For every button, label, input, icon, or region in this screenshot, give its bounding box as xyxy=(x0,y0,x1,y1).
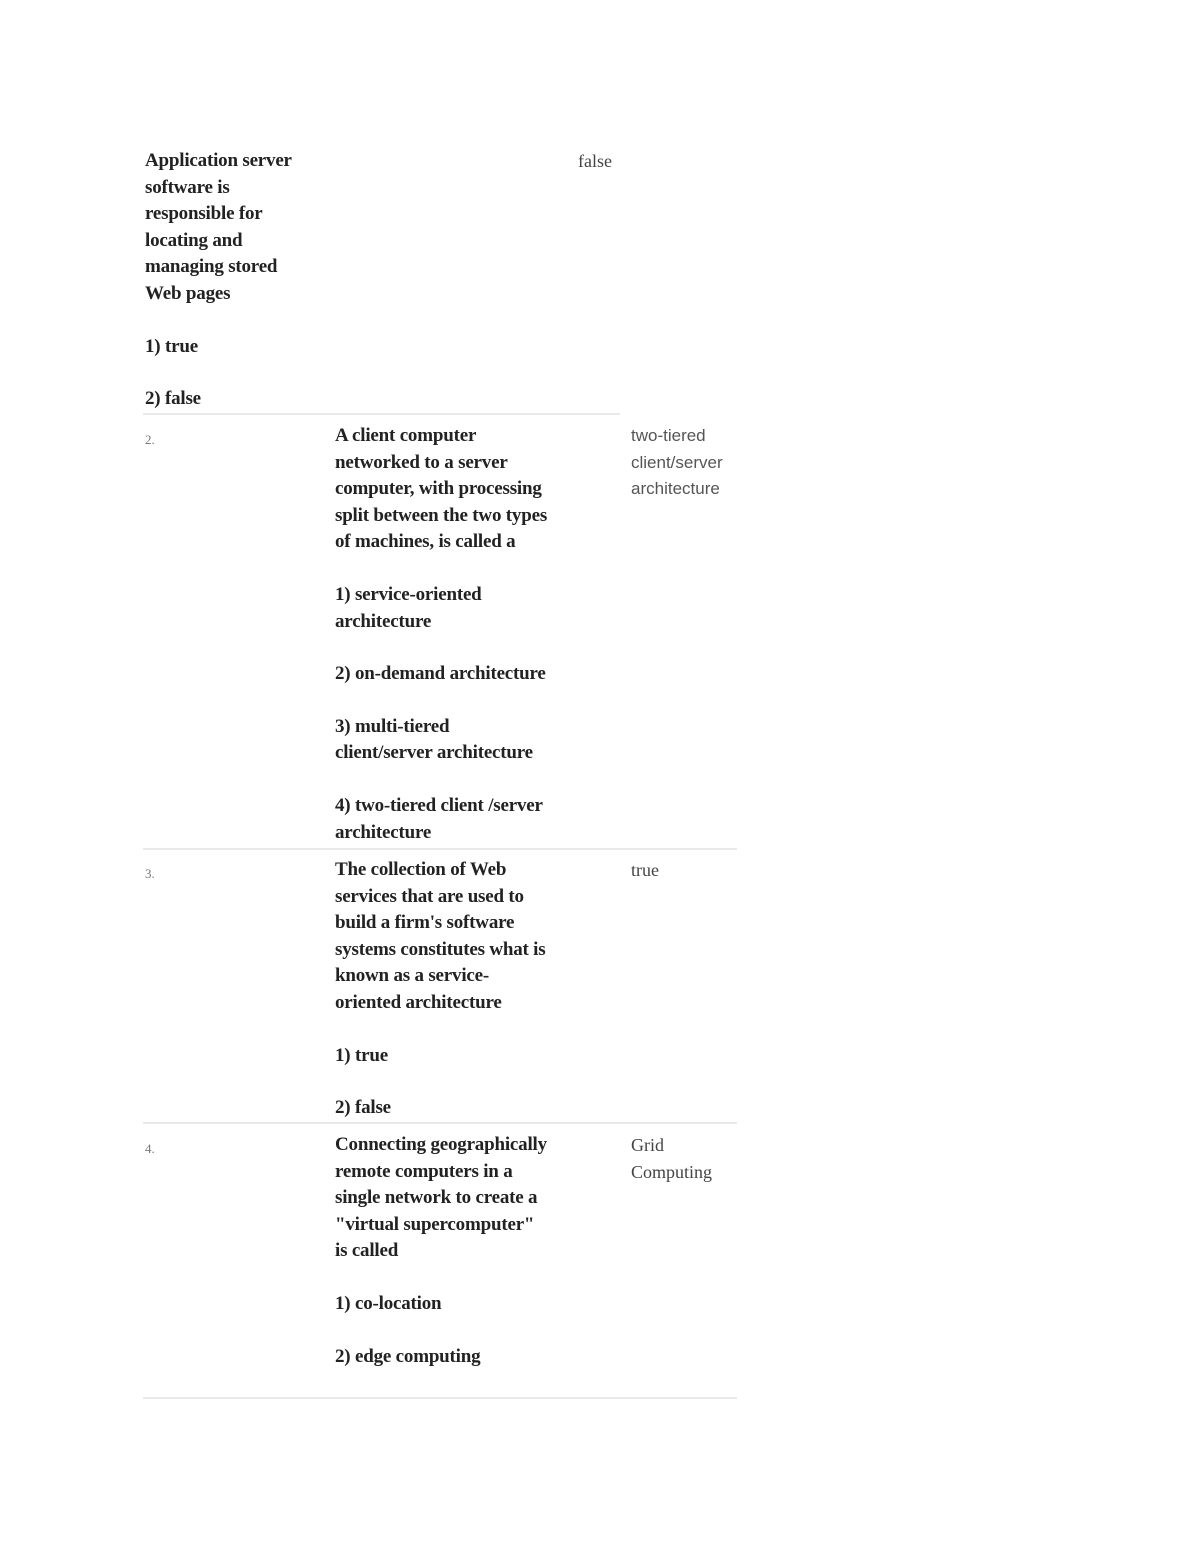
option-2: 2) on-demand architecture xyxy=(335,663,546,685)
answer-line: true xyxy=(631,860,659,880)
question-1-text xyxy=(145,148,345,413)
option-1: 1) co-location xyxy=(335,1292,442,1314)
question-line: computer, with processing xyxy=(335,478,542,500)
question-line: Web pages xyxy=(145,282,231,304)
option-2: 2) false xyxy=(145,388,201,410)
row-divider xyxy=(143,413,620,415)
question-line: managing stored xyxy=(145,256,278,278)
option-1: 1) true xyxy=(335,1044,388,1066)
option-1-cont: architecture xyxy=(335,610,432,632)
question-line: networked to a server xyxy=(335,451,508,473)
question-line: responsible for xyxy=(145,203,263,225)
option-3: 3) multi-tiered xyxy=(335,715,450,737)
question-line: locating and xyxy=(145,229,243,251)
option-3-cont: client/server architecture xyxy=(335,742,533,764)
question-line: is called xyxy=(335,1240,399,1262)
question-line: oriented architecture xyxy=(335,991,502,1013)
answer-line: client/server xyxy=(631,452,723,472)
question-line: software is xyxy=(145,176,230,198)
option-1: 1) service-oriented xyxy=(335,583,482,605)
question-number-4: 4. xyxy=(145,1141,155,1156)
question-line: services that are used to xyxy=(335,885,524,907)
answer-2 xyxy=(631,423,723,503)
question-line: The collection of Web xyxy=(335,859,507,880)
answer-4 xyxy=(631,1132,712,1185)
question-line: single network to create a xyxy=(335,1187,538,1209)
question-line: systems constitutes what is xyxy=(335,938,546,960)
row-divider xyxy=(143,1122,737,1124)
question-line: "virtual supercomputer" xyxy=(335,1213,535,1235)
question-4-text xyxy=(335,1132,575,1370)
option-2: 2) false xyxy=(335,1097,391,1119)
answer-3 xyxy=(631,857,659,884)
question-line: remote computers in a xyxy=(335,1160,513,1182)
question-line: Application server xyxy=(145,150,292,171)
row-divider xyxy=(143,848,737,850)
question-line: split between the two types xyxy=(335,504,548,526)
question-3-text xyxy=(335,857,575,1122)
question-line: A client computer xyxy=(335,425,477,446)
answer-line: Computing xyxy=(631,1161,713,1182)
question-number-2: 2. xyxy=(145,432,155,447)
option-2: 2) edge computing xyxy=(335,1345,481,1367)
answer-1 xyxy=(578,148,612,175)
question-line: known as a service- xyxy=(335,965,489,987)
option-4-cont: architecture xyxy=(335,821,432,843)
question-line: of machines, is called a xyxy=(335,531,516,553)
answer-line: two-tiered xyxy=(631,426,706,445)
row-divider xyxy=(143,1397,737,1399)
question-line: build a firm's software xyxy=(335,912,515,934)
answer-line: architecture xyxy=(631,479,720,499)
answer-line: Grid xyxy=(631,1135,664,1155)
question-number-3: 3. xyxy=(145,866,155,881)
answer-line: false xyxy=(578,151,612,171)
question-line: Connecting geographically xyxy=(335,1134,547,1155)
question-2-text xyxy=(335,423,575,846)
option-1: 1) true xyxy=(145,335,198,357)
option-4: 4) two-tiered client /server xyxy=(335,794,543,816)
